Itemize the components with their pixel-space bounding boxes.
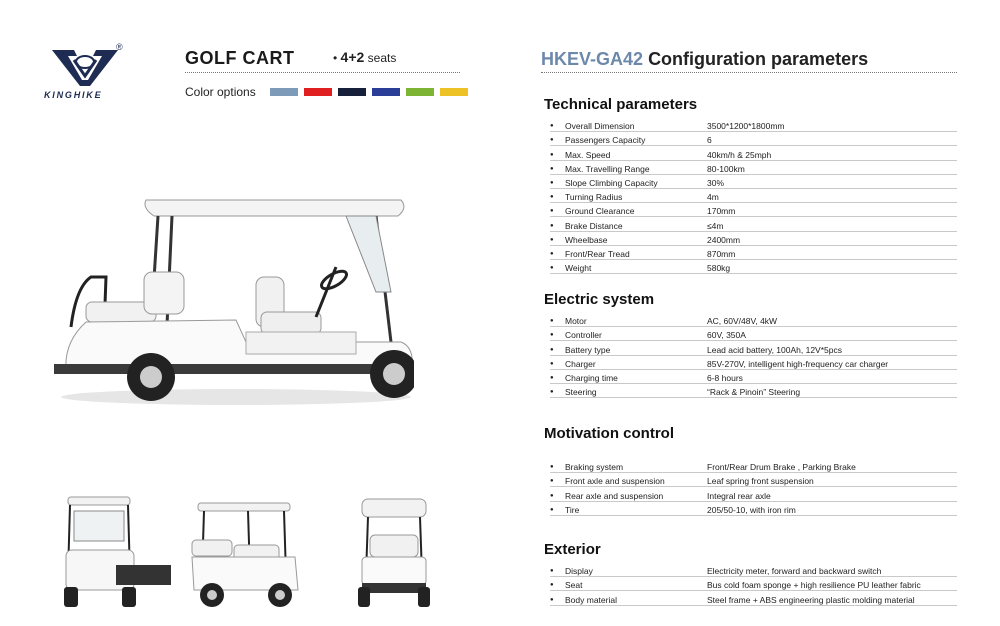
spec-row [550, 232, 957, 246]
spec-row [550, 217, 957, 231]
title-text: Configuration parameters [648, 49, 869, 69]
spec-value: 205/50-10, with iron rim [707, 504, 796, 515]
bullet-icon: ● [550, 360, 554, 367]
bullet-icon: ● [550, 506, 554, 513]
spec-value: AC, 60V/48V, 4kW [707, 316, 778, 327]
motivation-control-section [544, 425, 957, 516]
golf-cart-rear-view-image [356, 495, 432, 613]
spec-value: 4m [707, 192, 719, 203]
spec-label: Brake Distance [565, 220, 623, 231]
brand-name: KINGHIKE [44, 90, 103, 100]
spec-value: 60V, 350A [707, 330, 746, 341]
spec-label: Weight [565, 263, 592, 274]
seats-bullet: • [333, 51, 338, 65]
section-title: Motivation control [544, 425, 674, 442]
spec-row [550, 189, 957, 203]
spec-value: 30% [707, 177, 725, 188]
color-swatch [440, 88, 468, 96]
spec-label: Braking system [565, 462, 624, 473]
spec-value: 40km/h & 25mph [707, 149, 772, 160]
spec-label: Turning Radius [565, 192, 623, 203]
bullet-icon: ● [550, 179, 554, 186]
bullet-icon: ● [550, 123, 554, 130]
bullet-icon: ● [550, 464, 554, 471]
exterior-section [544, 541, 957, 606]
technical-parameters-section [544, 96, 957, 274]
logo-emblem-icon [50, 44, 120, 90]
spec-label: Seat [565, 580, 583, 591]
color-swatches [270, 88, 468, 96]
golf-cart-main-image [46, 192, 414, 407]
color-swatch [338, 88, 366, 96]
color-swatch [372, 88, 400, 96]
spec-label: Display [565, 566, 593, 577]
section-title: Electric system [544, 291, 655, 308]
golf-cart-front-view-image [56, 495, 174, 613]
right-divider [541, 72, 957, 73]
spec-value: 580kg [707, 263, 731, 274]
bullet-icon: ● [550, 250, 554, 257]
spec-value: 85V-270V, intelligent high-frequency car charger [707, 358, 889, 369]
spec-row [550, 161, 957, 175]
bullet-icon: ● [550, 582, 554, 589]
bullet-icon: ● [550, 346, 554, 353]
bullet-icon: ● [550, 478, 554, 485]
bullet-icon: ● [550, 374, 554, 381]
left-divider [185, 72, 460, 73]
spec-row [550, 146, 957, 160]
spec-row [550, 370, 957, 384]
bullet-icon: ● [550, 332, 554, 339]
seats-info [333, 49, 396, 65]
spec-row [550, 118, 957, 132]
product-name: GOLF CART [185, 48, 295, 68]
spec-value: 2400mm [707, 234, 741, 245]
bullet-icon: ● [550, 265, 554, 272]
spec-value: 870mm [707, 248, 736, 259]
spec-label: Max. Speed [565, 149, 611, 160]
spec-label: Max. Travelling Range [565, 163, 650, 174]
bullet-icon: ● [550, 318, 554, 325]
electric-system-section [544, 291, 957, 398]
spec-row [550, 459, 957, 473]
spec-value: Front/Rear Drum Brake , Parking Brake [707, 462, 856, 473]
spec-label: Passengers Capacity [565, 135, 646, 146]
color-options-label: Color options [185, 85, 256, 99]
bullet-icon: ● [550, 568, 554, 575]
spec-value: 6-8 hours [707, 372, 743, 383]
spec-row [550, 577, 957, 591]
spec-label: Body material [565, 594, 617, 605]
registered-mark: ® [116, 42, 123, 52]
spec-row [550, 502, 957, 516]
spec-row [550, 473, 957, 487]
spec-label: Tire [565, 504, 580, 515]
spec-label: Battery type [565, 344, 611, 355]
section-title: Exterior [544, 541, 601, 558]
spec-value: “Rack & Pinoin” Steering [707, 387, 801, 398]
color-swatch [270, 88, 298, 96]
spec-value: 3500*1200*1800mm [707, 121, 785, 132]
bullet-icon: ● [550, 165, 554, 172]
spec-row [550, 356, 957, 370]
bullet-icon: ● [550, 137, 554, 144]
spec-value: Integral rear axle [707, 490, 771, 501]
spec-label: Wheelbase [565, 234, 608, 245]
seats-label: seats [367, 51, 397, 65]
spec-label: Steering [565, 387, 597, 398]
bullet-icon: ● [550, 236, 554, 243]
spec-label: Motor [565, 316, 587, 327]
spec-row [550, 563, 957, 577]
bullet-icon: ● [550, 151, 554, 158]
spec-row [550, 487, 957, 501]
spec-label: Rear axle and suspension [565, 490, 664, 501]
spec-label: Ground Clearance [565, 206, 635, 217]
kinghike-logo [44, 44, 128, 104]
bullet-icon: ● [550, 194, 554, 201]
spec-table [550, 118, 957, 274]
spec-label: Front/Rear Tread [565, 248, 630, 259]
spec-row [550, 260, 957, 274]
spec-row [550, 132, 957, 146]
spec-label: Slope Climbing Capacity [565, 177, 658, 188]
page-title [541, 49, 868, 70]
spec-value: 80-100km [707, 163, 745, 174]
spec-row [550, 327, 957, 341]
spec-row [550, 591, 957, 605]
model-number: HKEV-GA42 [541, 49, 644, 69]
spec-value: Electricity meter, forward and backward switch [707, 566, 882, 577]
spec-table [550, 459, 957, 516]
spec-label: Charging time [565, 372, 618, 383]
spec-table [550, 563, 957, 606]
spec-value: 6 [707, 135, 712, 146]
color-swatch [304, 88, 332, 96]
spec-value: Lead acid battery, 100Ah, 12V*5pcs [707, 344, 842, 355]
bullet-icon: ● [550, 389, 554, 396]
bullet-icon: ● [550, 492, 554, 499]
spec-label: Front axle and suspension [565, 476, 665, 487]
spec-row [550, 175, 957, 189]
color-swatch [406, 88, 434, 96]
spec-value: Bus cold foam sponge + high resilience PU leather fabric [707, 580, 921, 591]
spec-row [550, 203, 957, 217]
spec-value: ≤4m [707, 220, 724, 231]
golf-cart-side-view-image [190, 495, 302, 613]
spec-row [550, 246, 957, 260]
bullet-icon: ● [550, 222, 554, 229]
bullet-icon: ● [550, 208, 554, 215]
section-title: Technical parameters [544, 96, 698, 113]
spec-label: Charger [565, 358, 596, 369]
seats-value: 4+2 [340, 49, 365, 65]
spec-row [550, 341, 957, 355]
spec-value: Leaf spring front suspension [707, 476, 814, 487]
spec-label: Controller [565, 330, 602, 341]
spec-row [550, 313, 957, 327]
spec-label: Overall Dimension [565, 121, 635, 132]
spec-row [550, 384, 957, 398]
spec-value: 170mm [707, 206, 736, 217]
spec-value: Steel frame + ABS engineering plastic molding material [707, 594, 915, 605]
spec-table [550, 313, 957, 398]
bullet-icon: ● [550, 596, 554, 603]
